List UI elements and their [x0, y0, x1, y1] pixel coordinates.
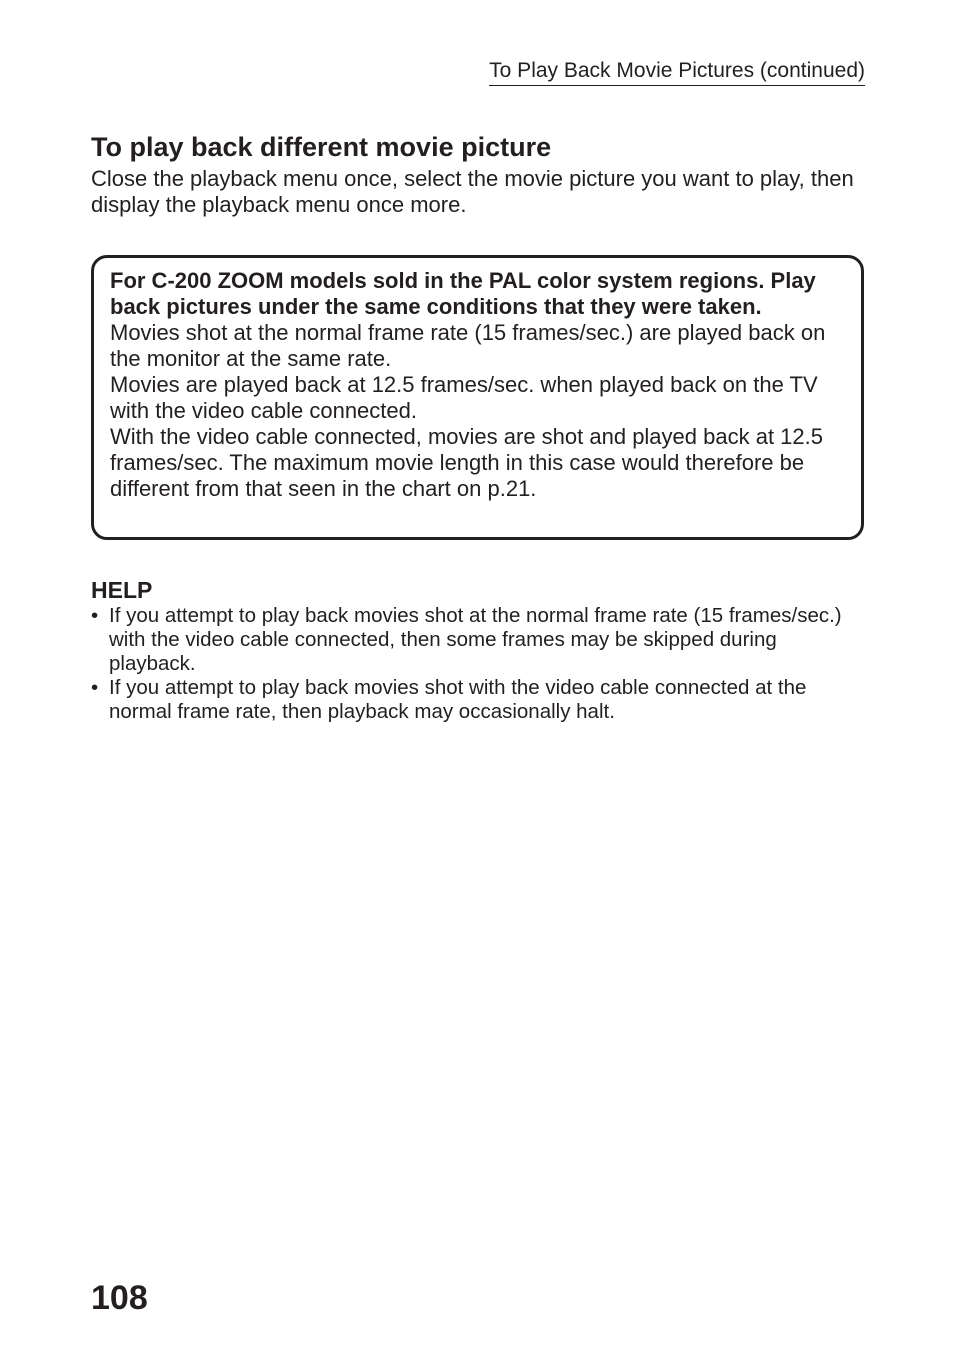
note-paragraph-monitor-rate: Movies shot at the normal frame rate (15 frames/sec.) are played back on the monitor at the same rate.: [110, 320, 826, 371]
help-list: [91, 604, 861, 724]
note-paragraph-cable-connected: With the video cable connected, movies are shot and played back at 12.5 frames/sec. The maximum movie length in this case would therefore be different from that seen in the chart on p.21.: [110, 424, 823, 501]
section-intro: Close the playback menu once, select the movie picture you want to play, then display the playback menu once more.: [91, 166, 854, 217]
help-item: [91, 676, 861, 724]
help-item-text: If you attempt to play back movies shot with the video cable connected at the normal frame rate, then playback may occasionally halt.: [109, 676, 807, 723]
note-heading: For C-200 ZOOM models sold in the PAL color system regions. Play back pictures under the same conditions that they were taken.: [110, 268, 816, 319]
help-item: [91, 604, 861, 676]
running-header: To Play Back Movie Pictures (continued): [489, 58, 865, 86]
note-paragraph-tv-rate: Movies are played back at 12.5 frames/sec. when played back on the TV with the video cable connected.: [110, 372, 818, 423]
help-item-text: If you attempt to play back movies shot at the normal frame rate (15 frames/sec.) with the video cable connected, then some frames may be skipped during playback.: [109, 604, 842, 675]
section-title: To play back different movie picture: [91, 132, 552, 162]
bullet-icon: •: [91, 604, 99, 627]
bullet-icon: •: [91, 676, 99, 699]
pal-note-box: [91, 255, 864, 540]
page-number: 108: [91, 1279, 148, 1317]
help-heading: HELP: [91, 577, 153, 603]
